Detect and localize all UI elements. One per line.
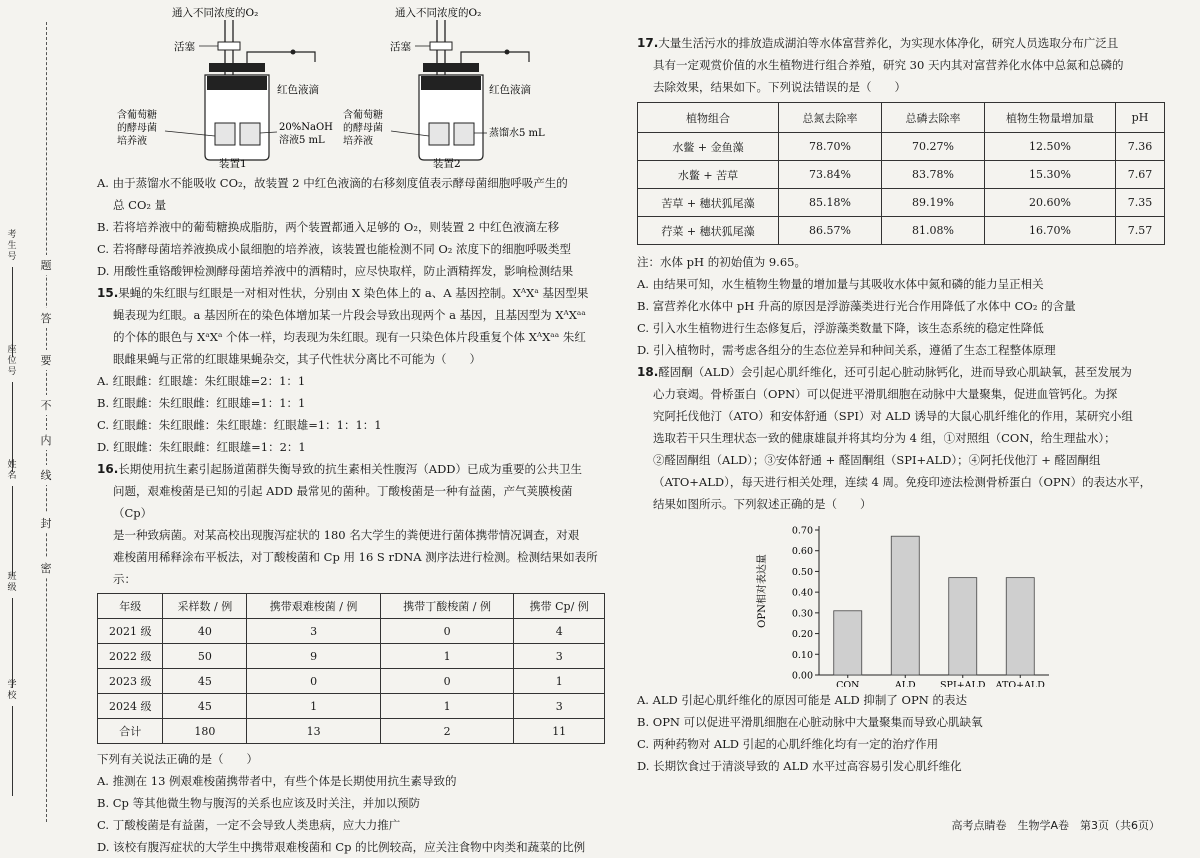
y-tick-label: 0.10 [791, 649, 813, 661]
seal-char: 内 [39, 430, 53, 450]
q16-stem: 问题，艰难梭菌是已知的引起 ADD 最常见的菌种。丁酸梭菌是一种有益菌，产气荚膜梭菌（Cp） [113, 484, 573, 520]
q17-table [637, 102, 1165, 245]
q18-stem: 究阿托伐他汀（ATO）和安体舒通（SPI）对 ALD 诱导的大鼠心肌纤维化的作用，某研究小组 [653, 409, 1133, 423]
table-cell: 89.19% [882, 189, 985, 217]
table-cell: 11 [514, 719, 605, 744]
table-cell: 7.57 [1116, 217, 1165, 245]
table-cell: 70.27% [882, 133, 985, 161]
q16-table [97, 593, 605, 744]
y-tick-label: 0.00 [791, 670, 813, 682]
table-cell: 2 [380, 719, 514, 744]
q16-option-a: A. 推测在 13 例艰难梭菌携带者中，有些个体是长期使用抗生素导致的 [97, 774, 457, 788]
table-cell: 0 [380, 669, 514, 694]
table-header: 植物组合 [638, 103, 779, 133]
naoh-label: 20%NaOH 溶液5 mL [279, 122, 333, 146]
table-cell: 45 [163, 669, 247, 694]
table-cell: 水鳖 + 苦草 [638, 161, 779, 189]
field-class: 班级 [6, 572, 18, 688]
left-column [97, 0, 605, 858]
seal-char: 题 [39, 255, 53, 275]
q14-option-c: C. 若将酵母菌培养液换成小鼠细胞的培养液，该装置也能检测不同 O₂ 浓度下的细胞呼吸类型 [97, 242, 572, 256]
table-cell: 15.30% [985, 161, 1116, 189]
q17-option-c: C. 引入水生植物进行生态修复后，浮游藻类数量下降，该生态系统的稳定性降低 [637, 321, 1044, 335]
page-footer: 高考点睛卷 生物学A卷 第3页（共6页） [951, 819, 1160, 832]
table-row [638, 217, 1165, 245]
q16-option-b: B. Cp 等其他微生物与腹泻的关系也应该及时关注，并加以预防 [97, 796, 421, 810]
q17-note: 注：水体 pH 的初始值为 9.65。 [637, 255, 806, 269]
q15-option-d: D. 红眼雌：朱红眼雌：红眼雄=1：2：1 [97, 440, 306, 454]
table-header: pH [1116, 103, 1165, 133]
q17-stem: 具有一定观赏价值的水生植物进行组合养殖，研究 30 天内其对富营养化水体中总氮和总磷的 [653, 58, 1124, 72]
q18-stem: 心力衰竭。骨桥蛋白（OPN）可以促进平滑肌细胞在动脉中大量聚集，促进血管钙化。为探 [653, 387, 1118, 401]
seal-char: 不 [39, 395, 53, 415]
table-cell: 16.70% [985, 217, 1116, 245]
table-cell: 85.18% [779, 189, 882, 217]
table-cell: 2023 级 [98, 669, 163, 694]
bar [949, 578, 977, 675]
table-cell: 9 [247, 644, 381, 669]
q18-option-d: D. 长期饮食过于清淡导致的 ALD 水平过高容易引发心肌纤维化 [637, 759, 962, 773]
device-1 [117, 6, 333, 170]
q14-option-a-cont: 总 CO₂ 量 [113, 198, 167, 212]
q15-stem: 眼雌果蝇与正常的红眼雄果蝇杂交，其子代性状分离比不可能为（ ） [113, 352, 481, 366]
table-cell: 86.57% [779, 217, 882, 245]
table-cell: 4 [514, 619, 605, 644]
table-cell: 180 [163, 719, 247, 744]
q18-stem: 结果如图所示。下列叙述正确的是（ ） [653, 497, 872, 511]
table-header-row [98, 594, 605, 619]
table-cell: 13 [247, 719, 381, 744]
o2-inlet-label-2: 通入不同浓度的O₂ [395, 7, 482, 19]
q16-number: 16. [97, 462, 119, 476]
q16-option-c: C. 丁酸梭菌是有益菌，一定不会导致人类患病，应大力推广 [97, 818, 401, 832]
q18-stem: ②醛固酮组（ALD）；③安体舒通 + 醛固酮组（SPI+ALD）；④阿托伐他汀 + 醛固酮组 [653, 453, 1101, 467]
table-cell: 2021 级 [98, 619, 163, 644]
device-1-label: 装置1 [219, 158, 247, 170]
question-15 [97, 282, 605, 458]
q18-option-c: C. 两种药物对 ALD 引起的心肌纤维化均有一定的治疗作用 [637, 737, 939, 751]
table-cell: 3 [514, 694, 605, 719]
table-header: 采样数 / 例 [163, 594, 247, 619]
y-tick-label: 0.50 [791, 566, 813, 578]
question-18 [637, 361, 1177, 515]
binding-line [46, 22, 47, 822]
q18-option-a: A. ALD 引起心肌纤维化的原因可能是 ALD 抑制了 OPN 的表达 [637, 693, 967, 707]
table-cell: 3 [247, 619, 381, 644]
table-cell: 78.70% [779, 133, 882, 161]
q18-stem: （ATO+ALD），每天进行相关处理，连续 4 周。免疫印迹法检测骨桥蛋白（OPN）的表达水平， [653, 475, 1152, 489]
q15-option-b: B. 红眼雌：朱红眼雌：红眼雄=1：1：1 [97, 396, 306, 410]
q14-option-b: B. 若将培养液中的葡萄糖换成脂肪，两个装置都通入足够的 O₂，则装置 2 中红色液滴左移 [97, 220, 560, 234]
question-17 [637, 32, 1177, 361]
q15-option-c: C. 红眼雌：朱红眼雌：朱红眼雄：红眼雄=1：1：1：1 [97, 418, 382, 432]
q17-option-d: D. 引入植物时，需考虑各组分的生态位差异和种间关系，遵循了生态工程整体原理 [637, 343, 1056, 357]
table-row [98, 644, 605, 669]
q15-stem: 果蝇的朱红眼与红眼是一对相对性状，分别由 X 染色体上的 a、A 基因控制。XᴬXᵃ 基因型果 [118, 286, 589, 300]
valve-label-2: 活塞 [390, 41, 411, 53]
table-row [98, 619, 605, 644]
table-cell: 83.78% [882, 161, 985, 189]
q18-stem: 选取若干只生理状态一致的健康雄鼠并将其均分为 4 组，①对照组（CON，给生理盐水）； [653, 431, 1116, 445]
question-16 [97, 458, 605, 858]
table-header: 总氮去除率 [779, 103, 882, 133]
seal-char: 密 [39, 558, 53, 578]
table-header: 携带艰难梭菌 / 例 [247, 594, 381, 619]
bar [891, 536, 919, 675]
device-2 [343, 6, 545, 170]
q18-option-b: B. OPN 可以促进平滑肌细胞在心脏动脉中大量聚集而导致心肌缺氧 [637, 715, 983, 729]
table-cell: 水鳖 + 金鱼藻 [638, 133, 779, 161]
field-school: 学校 [6, 680, 18, 796]
table-cell: 1 [514, 669, 605, 694]
table-cell: 7.36 [1116, 133, 1165, 161]
table-cell: 0 [380, 619, 514, 644]
q16-stem: 是一种致病菌。对某高校出现腹泻症状的 180 名大学生的粪便进行菌体携带情况调查，对艰 [113, 528, 580, 542]
table-header: 年级 [98, 594, 163, 619]
seal-char: 封 [39, 513, 53, 533]
table-header: 植物生物量增加量 [985, 103, 1116, 133]
table-cell: 苦草 + 穗状狐尾藻 [638, 189, 779, 217]
table-cell: 73.84% [779, 161, 882, 189]
q15-option-a: A. 红眼雌：红眼雄：朱红眼雄=2：1：1 [97, 374, 306, 388]
y-tick-label: 0.60 [791, 546, 813, 558]
y-tick-label: 0.40 [791, 587, 813, 599]
field-seat-number: 座位号 [6, 345, 18, 472]
y-tick-label: 0.20 [791, 629, 813, 641]
table-row [638, 189, 1165, 217]
right-column [637, 32, 1177, 777]
binding-margin [0, 0, 60, 845]
table-header: 携带丁酸梭菌 / 例 [380, 594, 514, 619]
chart-layer [792, 526, 1049, 688]
y-tick-label: 0.30 [791, 608, 813, 620]
table-header: 携带 Cp/ 例 [514, 594, 605, 619]
y-tick-label: 0.70 [791, 525, 813, 537]
q16-question: 下列有关说法正确的是（ ） [97, 752, 258, 766]
q14-option-a: A. 由于蒸馏水不能吸收 CO₂，故装置 2 中红色液滴的右移刻度值表示酵母菌细胞呼吸产生的 [97, 176, 568, 190]
q17-number: 17. [637, 36, 659, 50]
opn-bar-chart [637, 515, 1177, 687]
table-cell: 荇菜 + 穗状狐尾藻 [638, 217, 779, 245]
q17-option-b: B. 富营养化水体中 pH 升高的原因是浮游藻类进行光合作用降低了水体中 CO₂ 的含量 [637, 299, 1076, 313]
table-header-row [638, 103, 1165, 133]
table-row [98, 694, 605, 719]
field-candidate-number: 考生号 [6, 230, 18, 357]
y-axis-label: OPN相对表达量 [757, 554, 768, 628]
seal-char: 要 [39, 350, 53, 370]
q18-options [637, 689, 1177, 777]
x-tick-label: SPI+ALD [940, 680, 986, 687]
table-cell: 7.35 [1116, 189, 1165, 217]
bar [1006, 578, 1034, 675]
solution-label-1: 含葡萄糖的酵母菌培养液 [117, 110, 157, 147]
x-tick-label: CON [836, 680, 860, 687]
bar [834, 611, 862, 675]
apparatus-diagram [97, 0, 605, 172]
table-cell: 1 [247, 694, 381, 719]
table-cell: 81.08% [882, 217, 985, 245]
table-row-total [98, 719, 605, 744]
table-header: 总磷去除率 [882, 103, 985, 133]
table-cell: 40 [163, 619, 247, 644]
solution-label-2: 含葡萄糖的酵母菌培养液 [343, 110, 383, 147]
field-name: 姓名 [6, 460, 18, 576]
q16-stem: 难梭菌用稀释涂布平板法，对丁酸梭菌和 Cp 用 16 S rDNA 测序法进行检测。检测结果如表所示： [113, 550, 598, 586]
red-drop-label-1: 红色液滴 [277, 84, 319, 96]
x-tick-label: ALD [894, 680, 916, 687]
x-tick-label: ATO+ALD [995, 680, 1045, 687]
q17-stem: 大量生活污水的排放造成湖泊等水体富营养化，为实现水体净化，研究人员选取分布广泛且 [658, 36, 1119, 50]
table-cell: 1 [380, 644, 514, 669]
seal-char: 答 [39, 308, 53, 328]
table-cell: 2024 级 [98, 694, 163, 719]
q17-option-a: A. 由结果可知，水生植物生物量的增加量与其吸收水体中氮和磷的能力呈正相关 [637, 277, 1044, 291]
table-cell: 合计 [98, 719, 163, 744]
table-cell: 3 [514, 644, 605, 669]
table-cell: 20.60% [985, 189, 1116, 217]
table-cell: 45 [163, 694, 247, 719]
table-row [638, 161, 1165, 189]
red-drop-label-2: 红色液滴 [489, 84, 531, 96]
q18-stem: 醛固酮（ALD）会引起心肌纤维化，还可引起心脏动脉钙化，进而导致心肌缺氧，甚至发展为 [658, 365, 1132, 379]
q18-number: 18. [637, 365, 659, 379]
table-cell: 12.50% [985, 133, 1116, 161]
table-cell: 50 [163, 644, 247, 669]
q14-options [97, 172, 605, 282]
q16-option-d: D. 该校有腹泻症状的大学生中携带艰难梭菌和 Cp 的比例较高，应关注食物中肉类和蔬菜的比例 [97, 840, 586, 854]
table-cell: 2022 级 [98, 644, 163, 669]
table-row [638, 133, 1165, 161]
table-cell: 0 [247, 669, 381, 694]
q15-stem: 蝇表现为红眼。a 基因所在的染色体增加某一片段会导致出现两个 a 基因，且基因型为 XᴬXᵃᵃ [113, 308, 586, 322]
q15-stem: 的个体的眼色与 XᵃXᵃ 个体一样，均表现为朱红眼。现有一只染色体片段重复个体 XᴬXᵃᵃ 朱红 [113, 330, 586, 344]
seal-char: 线 [39, 465, 53, 485]
q16-stem: 长期使用抗生素引起肠道菌群失衡导致的抗生素相关性腹泻（ADD）已成为重要的公共卫生 [118, 462, 583, 476]
q15-number: 15. [97, 286, 119, 300]
table-row [98, 669, 605, 694]
device-2-label: 装置2 [433, 158, 461, 170]
o2-inlet-label-1: 通入不同浓度的O₂ [172, 7, 259, 19]
table-cell: 1 [380, 694, 514, 719]
q14-option-d: D. 用酸性重铬酸钾检测酵母菌培养液中的酒精时，应尽快取样，防止酒精挥发，影响检测结果 [97, 264, 574, 278]
water-label: 蒸馏水5 mL [489, 128, 545, 139]
table-cell: 7.67 [1116, 161, 1165, 189]
valve-label-1: 活塞 [174, 41, 195, 53]
q17-stem: 去除效果，结果如下。下列说法错误的是（ ） [653, 80, 906, 94]
